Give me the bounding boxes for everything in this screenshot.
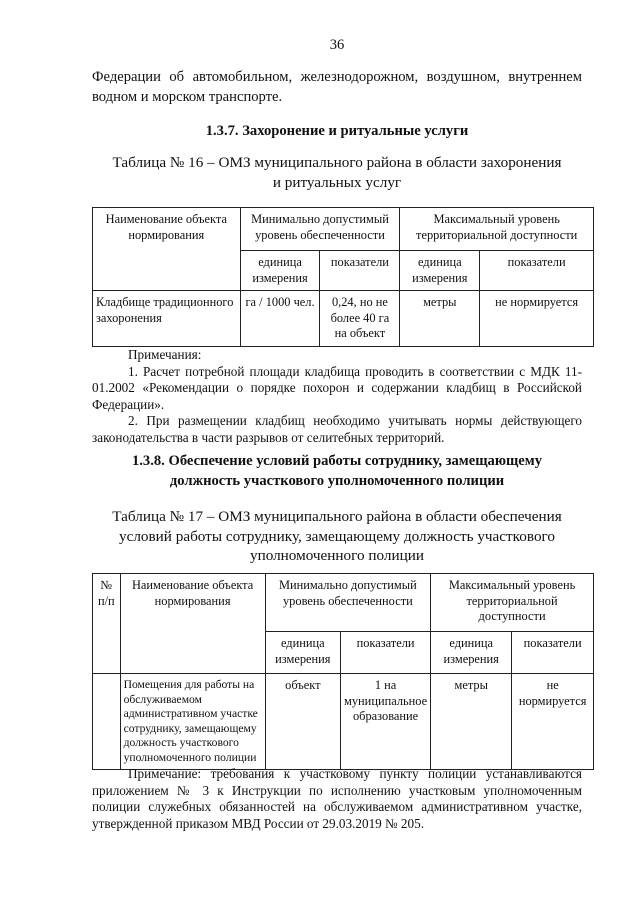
- header-max-unit: единица измерения: [431, 632, 512, 674]
- cell-min-value: 0,24, но не более 40 га на объект: [320, 291, 400, 347]
- cell-max-value: не нормируется: [512, 674, 594, 770]
- table-16-notes: [92, 347, 582, 446]
- cell-min-value: 1 на муниципальное образование: [341, 674, 431, 770]
- cell-min-unit: га / 1000 чел.: [240, 291, 320, 347]
- caption-line: уполномоченного полиции: [249, 547, 425, 564]
- note-item: 2. При размещении кладбищ необходимо учитывать нормы действующего законодательства в части разрывов от селитебных территорий.: [92, 413, 582, 445]
- header-max-level: Максимальный уровень территориальной доступности: [431, 574, 594, 632]
- cell-object: Кладбище традиционного захоронения: [93, 291, 241, 347]
- header-max-indicators: показатели: [480, 251, 594, 291]
- heading-line: 1.3.8. Обеспечение условий работы сотруднику, замещающему: [131, 453, 543, 469]
- header-max-level: Максимальный уровень территориальной доступности: [400, 208, 594, 251]
- table-17-note: Примечание: требования к участковому пункту полиции устанавливаются приложением № 3 к Инструкции по исполнению участковым уполномоченным полиции служебных обязанностей на обслуживаемом административном участке, утвержденной приказом МВД России от 29.03.2019 № 205.: [92, 766, 582, 831]
- cell-max-value: не нормируется: [480, 291, 594, 347]
- cell-num: [93, 674, 121, 770]
- intro-paragraph: Федерации об автомобильном, железнодорожном, воздушном, внутреннем водном и морском транспорте.: [92, 69, 582, 105]
- header-min-unit: единица измерения: [265, 632, 340, 674]
- table-16-caption: [92, 153, 582, 192]
- header-min-level: Минимально допустимый уровень обеспеченности: [240, 208, 400, 251]
- section-heading-1-3-8: [92, 452, 582, 491]
- header-object: Наименование объекта нормирования: [93, 208, 241, 291]
- header-object: Наименование объекта нормирования: [120, 574, 265, 674]
- table-row: [93, 674, 594, 770]
- header-min-indicators: показатели: [341, 632, 431, 674]
- caption-line: Таблица № 17 – ОМЗ муниципального района в области обеспечения: [112, 508, 562, 525]
- notes-title: Примечания:: [128, 347, 202, 362]
- header-min-unit: единица измерения: [240, 251, 320, 291]
- cell-max-unit: метры: [400, 291, 480, 347]
- note-item: 1. Расчет потребной площади кладбища проводить в соответствии с МДК 11-01.2002 «Рекомендации о порядке похорон и содержании кладбищ в Российской Федерации».: [92, 363, 582, 412]
- caption-line: Таблица № 16 – ОМЗ муниципального района в области захоронения: [112, 154, 562, 171]
- header-max-unit: единица измерения: [400, 251, 480, 291]
- section-heading-1-3-7: 1.3.7. Захоронение и ритуальные услуги: [205, 123, 469, 139]
- cell-object: Помещения для работы на обслуживаемом административном участке сотруднику, замещающему должность участкового уполномоченного полиции: [120, 674, 265, 770]
- table-16: [92, 207, 594, 347]
- caption-line: и ритуальных услуг: [272, 173, 402, 191]
- heading-line: должность участкового уполномоченного полиции: [169, 472, 505, 489]
- table-17-caption: [92, 507, 582, 566]
- caption-line: условий работы сотруднику, замещающему должность участкового: [119, 527, 555, 545]
- header-min-indicators: показатели: [320, 251, 400, 291]
- header-max-indicators: показатели: [512, 632, 594, 674]
- cell-min-unit: объект: [265, 674, 340, 770]
- page-number: 36: [329, 37, 345, 53]
- table-17: [92, 573, 594, 770]
- table-row: [93, 291, 594, 347]
- header-num: № п/п: [93, 574, 121, 674]
- cell-max-unit: метры: [431, 674, 512, 770]
- header-min-level: Минимально допустимый уровень обеспеченности: [265, 574, 431, 632]
